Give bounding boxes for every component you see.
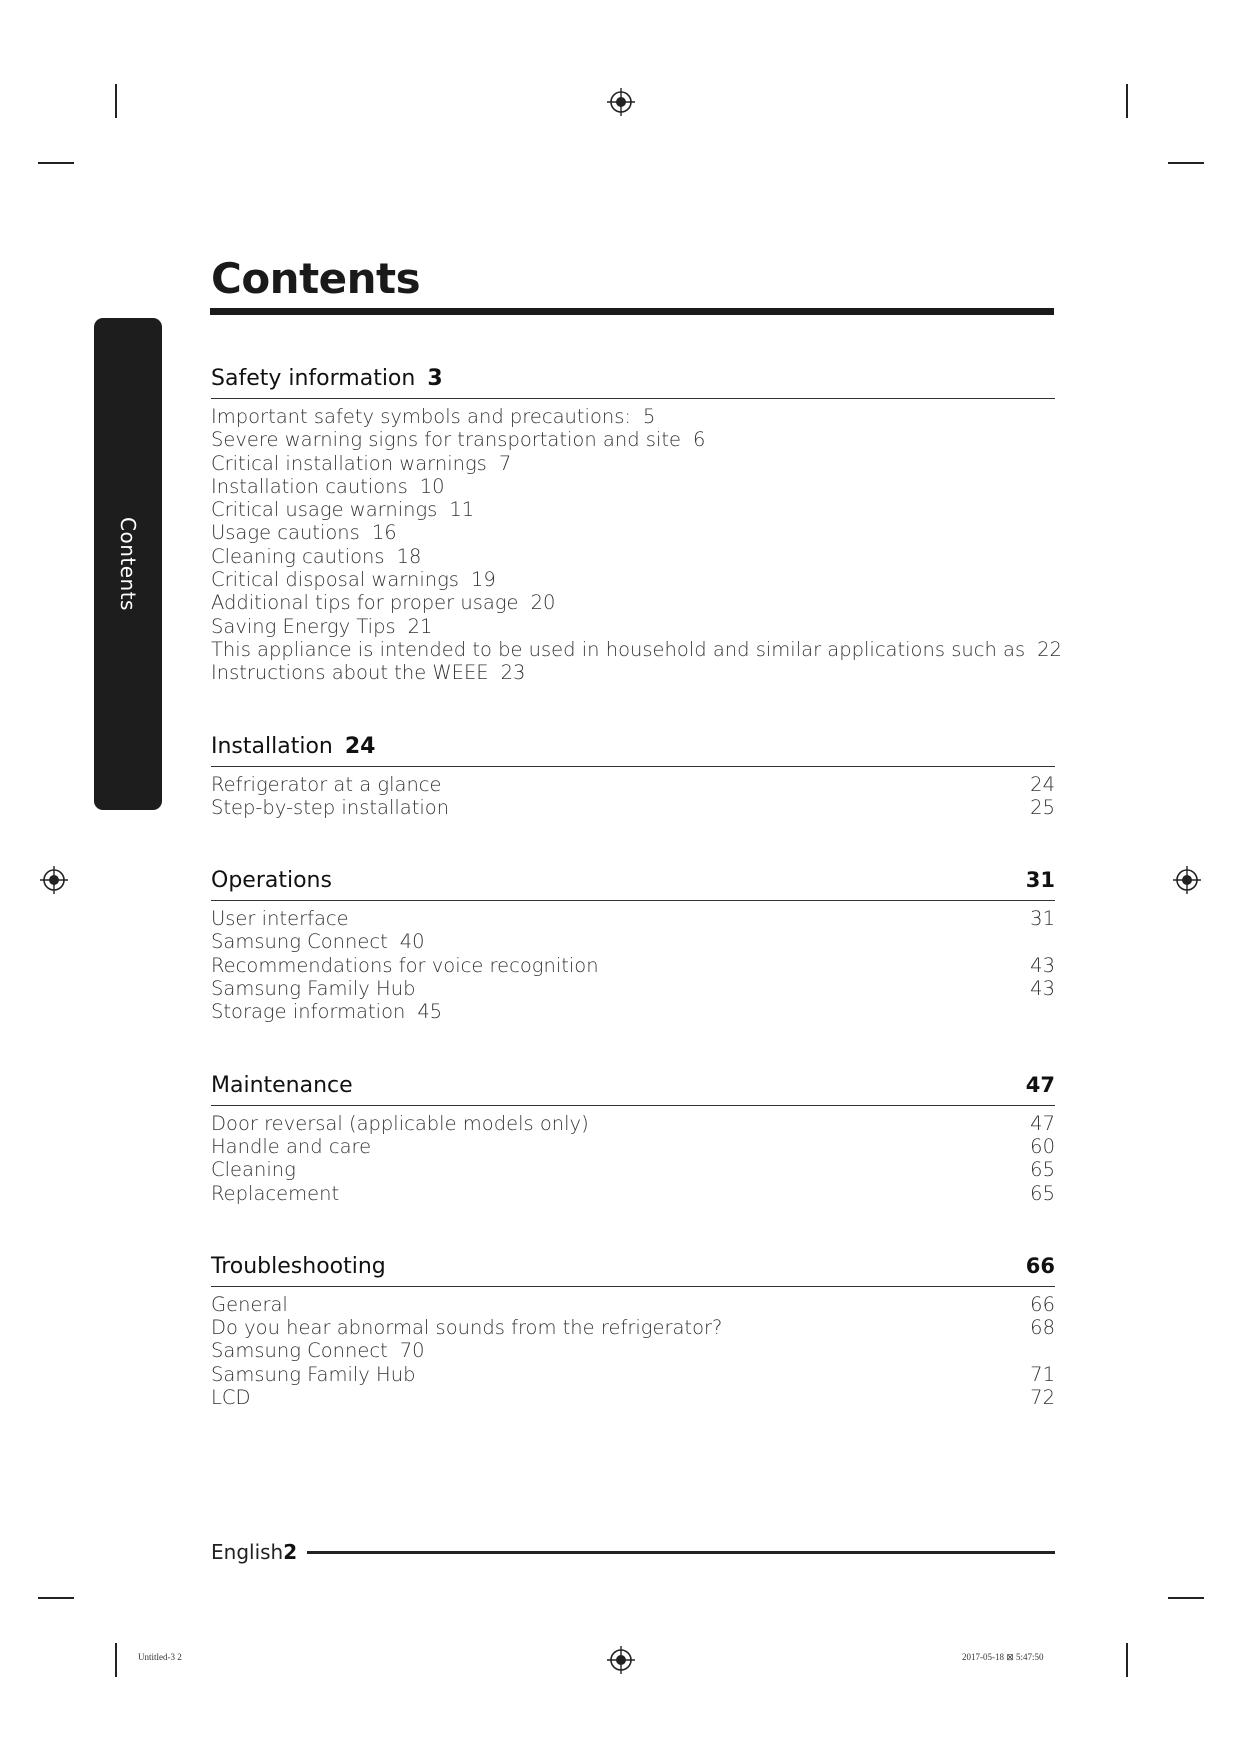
toc-item-page: 19: [470, 568, 496, 592]
toc-item[interactable]: [211, 452, 1055, 475]
toc-item-label-wrap: [211, 591, 555, 614]
toc-item-label-wrap: [211, 1363, 415, 1386]
toc-item-label: Handle and care: [211, 1134, 372, 1158]
crosshair-target-icon: [40, 866, 68, 894]
toc-item-label-wrap: [211, 405, 655, 428]
toc-item-label-wrap: [211, 475, 445, 498]
toc-item-label: Usage cautions: [211, 521, 360, 545]
toc-item-label-wrap: [211, 521, 397, 544]
toc-section-title-wrap: [211, 734, 375, 759]
toc-section-title: Installation: [211, 733, 333, 759]
toc-item[interactable]: [211, 1386, 1055, 1409]
toc-section-title: Safety information: [211, 366, 416, 391]
toc-item[interactable]: [211, 405, 1055, 428]
toc-item[interactable]: [211, 568, 1055, 591]
crop-mark: [1168, 1597, 1204, 1599]
toc-item[interactable]: [211, 661, 1055, 684]
toc-item[interactable]: [211, 773, 1055, 796]
toc-item-page: 11: [449, 498, 475, 522]
toc-item-label-wrap: [211, 498, 474, 521]
toc-item-page: 66: [1030, 1292, 1055, 1316]
toc-item-page: 10: [419, 474, 445, 498]
toc-section-page: 24: [344, 733, 376, 759]
footer-rule: [307, 1551, 1055, 1554]
toc-item-page: 65: [1030, 1158, 1055, 1182]
side-tab-label: Contents: [116, 517, 140, 611]
print-slug-right: 2017-05-18 ⊠ 5:47:50: [962, 1652, 1044, 1662]
toc-item-label-wrap: [211, 661, 525, 684]
toc-section: [211, 366, 1062, 685]
toc-item-label-wrap: [211, 615, 432, 638]
toc-item-label-wrap: [211, 1135, 371, 1158]
crop-mark: [1126, 84, 1128, 118]
toc-section-page: 47: [1025, 1072, 1055, 1097]
toc-item[interactable]: [211, 637, 1062, 661]
toc-item-list: [211, 1106, 1055, 1205]
toc-item-label-wrap: [211, 428, 705, 451]
toc-item-label: Samsung Connect: [211, 930, 388, 954]
toc-item-label-wrap: [211, 1182, 339, 1205]
toc-item-label: Critical installation warnings: [211, 451, 487, 475]
toc-item-page: 24: [1030, 772, 1055, 796]
toc-item[interactable]: [211, 1000, 1055, 1023]
toc-section: [211, 1073, 1055, 1205]
toc-section-page: 31: [1025, 868, 1055, 893]
toc-item-label: Cleaning: [211, 1158, 296, 1182]
toc-item-page: 65: [1030, 1181, 1055, 1205]
toc-item-label-wrap: [211, 930, 425, 953]
toc-item[interactable]: [211, 591, 1055, 614]
toc-item-page: 18: [396, 544, 422, 568]
toc-item[interactable]: [211, 1363, 1055, 1386]
toc-item-label-wrap: [211, 452, 511, 475]
page-title: Contents: [211, 254, 421, 303]
toc-item-page: 22: [1037, 637, 1062, 661]
toc-item-label: Severe warning signs for transportation and site: [211, 428, 682, 452]
crop-mark: [38, 162, 74, 164]
toc-item-list: [211, 399, 1062, 685]
crop-mark: [115, 84, 117, 118]
toc-item-label: Step-by-step installation: [211, 795, 450, 819]
toc-item-page: 7: [498, 451, 512, 475]
toc-item-page: 31: [1030, 907, 1055, 931]
toc-item[interactable]: [211, 907, 1055, 930]
toc-item-label: Important safety symbols and precautions:: [211, 405, 631, 428]
toc-item[interactable]: [211, 1135, 1055, 1158]
toc-section-title-wrap: [211, 366, 443, 391]
toc-item[interactable]: [211, 1112, 1055, 1135]
toc-item-label: General: [211, 1292, 288, 1316]
toc-item-label-wrap: [211, 773, 442, 796]
toc-section-page: 66: [1025, 1253, 1055, 1278]
toc-section-title: Operations: [211, 868, 332, 894]
toc-item-label-wrap: [211, 796, 449, 819]
crosshair-target-icon: [607, 1646, 635, 1674]
toc-section-page: 3: [427, 366, 443, 391]
toc-item[interactable]: [211, 545, 1055, 568]
toc-item-label-wrap: [211, 1293, 288, 1316]
toc-item-label-wrap: [211, 954, 599, 977]
toc-item-label-wrap: [211, 568, 496, 591]
page-footer: [211, 1540, 1055, 1564]
toc-item-page: 70: [399, 1339, 425, 1363]
crosshair-target-icon: [607, 88, 635, 116]
toc-item-label: Critical disposal warnings: [211, 568, 459, 592]
print-slug-left: Untitled-3 2: [138, 1652, 182, 1662]
toc-item-page: 71: [1030, 1362, 1055, 1386]
toc-item-page: 25: [1030, 795, 1055, 819]
toc-item-page: 23: [500, 661, 526, 685]
toc-item-label-wrap: [211, 907, 349, 930]
toc-item-label-wrap: [211, 1112, 589, 1135]
toc-item-label-wrap: [211, 1158, 296, 1181]
toc-item-label-wrap: [211, 1386, 251, 1409]
toc-item[interactable]: [211, 1293, 1055, 1316]
toc-item[interactable]: [211, 428, 1055, 451]
toc-item-label: Storage information: [211, 1000, 406, 1024]
crop-mark: [115, 1643, 117, 1677]
toc-section-heading[interactable]: [211, 1254, 1055, 1287]
toc-item-label: Installation cautions: [211, 474, 408, 498]
toc-item[interactable]: [211, 1182, 1055, 1205]
toc-section: [211, 734, 1055, 820]
toc-item-label: Replacement: [211, 1181, 340, 1205]
toc-item-list: [211, 1287, 1055, 1409]
toc-item-page: 40: [399, 930, 425, 954]
toc-item-label: Cleaning cautions: [211, 544, 385, 568]
crop-mark: [1126, 1643, 1128, 1677]
toc-item-page: 16: [371, 521, 397, 545]
toc-item-page: 72: [1030, 1386, 1055, 1410]
toc-item[interactable]: [211, 930, 1055, 953]
toc-item[interactable]: [211, 475, 1055, 498]
toc-item-page: 5: [642, 405, 656, 428]
toc-item-label-wrap: [211, 1339, 425, 1362]
toc-item-page: 68: [1030, 1316, 1055, 1340]
toc-item[interactable]: [211, 1316, 1055, 1339]
toc-item-label: Additional tips for proper usage: [211, 591, 519, 615]
toc-section-heading[interactable]: [211, 734, 1055, 767]
toc-item-list: [211, 767, 1055, 820]
toc-item-label: LCD: [211, 1386, 251, 1410]
toc-section-heading[interactable]: [211, 868, 1055, 901]
toc-item-label-wrap: [211, 545, 421, 568]
toc-item-label: Door reversal (applicable models only): [211, 1111, 589, 1135]
toc-item-label: Recommendations for voice recognition: [211, 953, 599, 977]
toc-item-page: 60: [1030, 1134, 1055, 1158]
toc-item-list: [211, 901, 1055, 1023]
toc-section-title-wrap: [211, 868, 332, 893]
toc-item-label: Samsung Connect: [211, 1339, 388, 1363]
toc-item-label-wrap: [211, 638, 1062, 661]
toc-item-page: 43: [1030, 953, 1055, 977]
toc-item-label: Instructions about the WEEE: [211, 661, 489, 685]
toc-section-heading[interactable]: [211, 366, 1055, 399]
toc-item-page: 43: [1030, 977, 1055, 1001]
toc-item-page: 45: [417, 1000, 443, 1024]
table-of-contents: [211, 366, 1062, 1458]
toc-item-page: 47: [1030, 1111, 1055, 1135]
toc-item-label: Refrigerator at a glance: [211, 772, 442, 796]
toc-item-page: 6: [693, 428, 706, 452]
toc-section-title-wrap: [211, 1073, 353, 1098]
toc-item[interactable]: [211, 954, 1055, 977]
toc-item[interactable]: [211, 521, 1055, 544]
toc-item-label: User interface: [211, 907, 349, 931]
toc-item-label: Saving Energy Tips: [211, 614, 396, 638]
toc-section: [211, 1254, 1055, 1409]
toc-item[interactable]: [211, 498, 1055, 521]
toc-item-label-wrap: [211, 1316, 722, 1339]
footer-language: English: [211, 1540, 284, 1564]
toc-item-page: 21: [407, 614, 433, 638]
toc-item[interactable]: [211, 977, 1055, 1000]
toc-section-title-wrap: [211, 1254, 386, 1279]
toc-item[interactable]: [211, 1339, 1055, 1362]
toc-section-title: Troubleshooting: [211, 1253, 386, 1279]
toc-item-page: 20: [530, 591, 556, 615]
crop-mark: [38, 1597, 74, 1599]
toc-item-label: Samsung Family Hub: [211, 1362, 416, 1386]
toc-item-label: Critical usage warnings: [211, 498, 438, 522]
toc-item-label-wrap: [211, 1000, 442, 1023]
toc-item[interactable]: [211, 796, 1055, 819]
toc-section-heading[interactable]: [211, 1073, 1055, 1106]
toc-item-label: This appliance is intended to be used in household and similar applications such as: [211, 637, 1026, 661]
footer-page-number: 2: [283, 1540, 298, 1564]
toc-item-label: Do you hear abnormal sounds from the refrigerator?: [211, 1316, 723, 1340]
toc-item-label-wrap: [211, 977, 415, 1000]
crop-mark: [1168, 162, 1204, 164]
title-rule: [210, 308, 1054, 315]
toc-item[interactable]: [211, 1158, 1055, 1181]
side-tab: [94, 318, 162, 810]
toc-section-title: Maintenance: [211, 1072, 353, 1098]
toc-section: [211, 868, 1055, 1023]
crosshair-target-icon: [1173, 866, 1201, 894]
toc-item-label: Samsung Family Hub: [211, 977, 416, 1001]
toc-item[interactable]: [211, 615, 1055, 638]
